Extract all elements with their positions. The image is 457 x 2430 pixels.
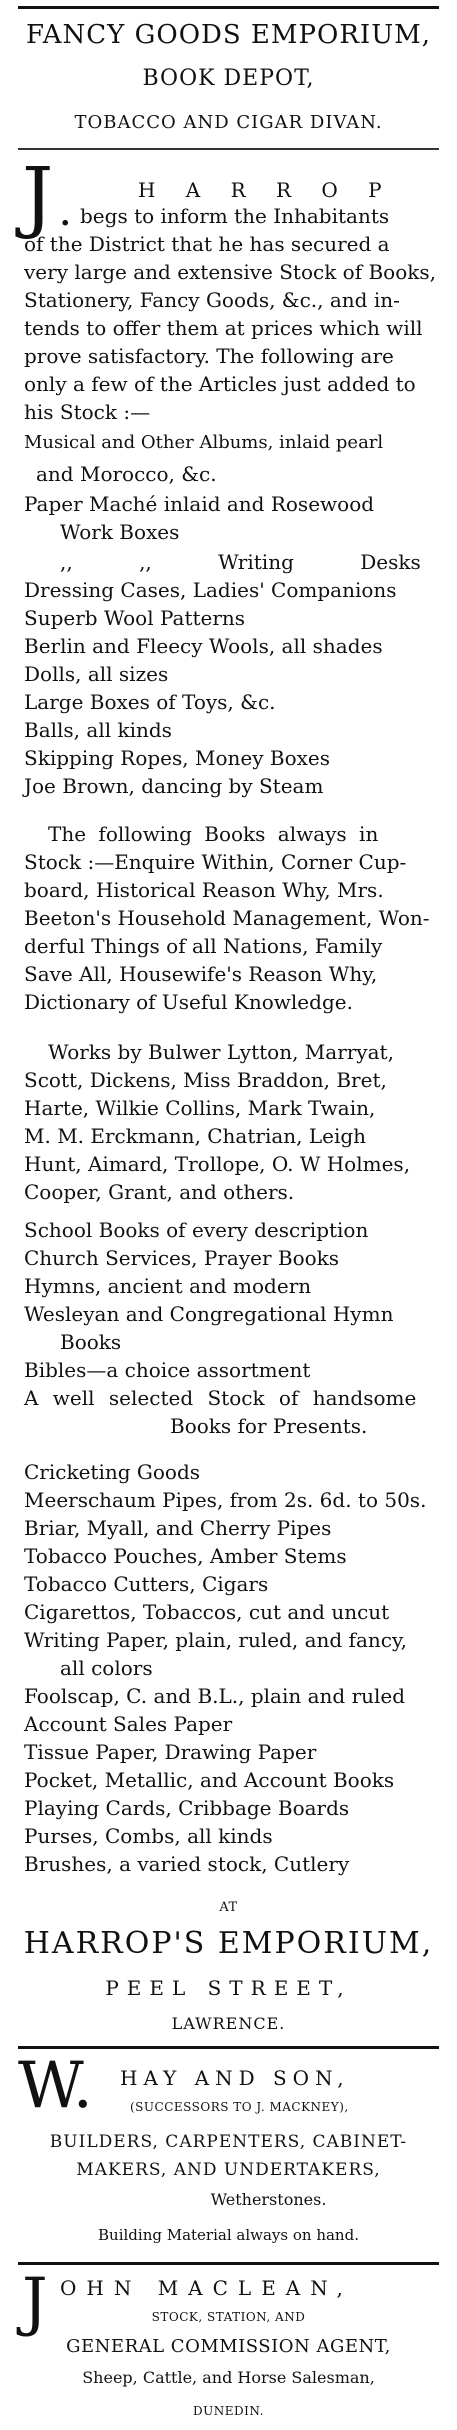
maclean-line: GENERAL COMMISSION AGENT, [66,2336,391,2357]
books-line: derful Things of all Nations, Family [24,934,383,958]
item: Large Boxes of Toys, &c. [24,690,276,714]
item: Briar, Myall, and Cherry Pipes [24,1516,332,1540]
intro-line: prove satisfactory. The following are [24,344,394,368]
dropcap-dot: . [60,198,71,233]
item: ,, ,, Writing Desks [60,550,421,574]
item: Church Services, Prayer Books [24,1246,340,1270]
emporium-name: HARROP'S EMPORIUM, [23,1926,434,1961]
item: School Books of every description [24,1218,369,1242]
emporium-title: FANCY GOODS EMPORIUM, [25,20,431,50]
hay-trades: MAKERS, AND UNDERTAKERS, [76,2160,381,2180]
works-line: Works by Bulwer Lytton, Marryat, [48,1040,394,1064]
item: Playing Cards, Cribbage Boards [24,1796,350,1820]
works-line: Cooper, Grant, and others. [24,1180,295,1204]
item: Wesleyan and Congregational Hymn [24,1302,394,1326]
item: Balls, all kinds [24,718,172,742]
drop-cap-w: W. [18,2049,93,2123]
books-line: Stock :—Enquire Within, Corner Cup- [24,850,407,874]
section-rule [18,2262,439,2265]
item: Paper Maché inlaid and Rosewood [24,492,375,516]
item: and Morocco, &c. [36,462,217,486]
maclean-line: DUNEDIN. [193,2404,264,2418]
item: Meerschaum Pipes, from 2s. 6d. to 50s. [24,1488,427,1512]
intro-line: tends to offer them at prices which will [24,316,423,340]
intro-line: of the District that he has secured a [24,232,390,256]
item: Dressing Cases, Ladies' Companions [24,578,397,602]
item: Pocket, Metallic, and Account Books [24,1768,395,1792]
item: Brushes, a varied stock, Cutlery [24,1852,350,1876]
divider [18,148,439,150]
intro-line: begs to inform the Inhabitants [80,204,390,228]
books-line: Save All, Housewife's Reason Why, [24,962,378,986]
hay-note: Building Material always on hand. [98,2226,359,2244]
item: Writing Paper, plain, ruled, and fancy, [24,1628,407,1652]
item: Tobacco Pouches, Amber Stems [24,1544,347,1568]
intro-line: very large and extensive Stock of Books, [24,260,436,284]
item: Books [60,1330,122,1354]
item: Berlin and Fleecy Wools, all shades [24,634,383,658]
works-line: Harte, Wilkie Collins, Mark Twain, [24,1096,376,1120]
harrop-name: H A R R O P [138,178,394,202]
maclean-line: STOCK, STATION, AND [151,2310,306,2324]
hay-successors: (SUCCESSORS TO J. MACKNEY), [130,2100,349,2114]
drop-cap-j2: J [22,2265,48,2339]
books-line: The following Books always in [48,822,379,846]
maclean-line: Sheep, Cattle, and Horse Salesman, [82,2368,375,2387]
item: Skipping Ropes, Money Boxes [24,746,330,770]
hay-place: Wetherstones. [210,2190,327,2209]
works-line: Hunt, Aimard, Trollope, O. W Holmes, [24,1152,411,1176]
maclean-name: OHN MACLEAN, [60,2276,353,2300]
town: LAWRENCE. [171,2014,286,2033]
item: Books for Presents. [170,1414,368,1438]
emporium-subtitle: BOOK DEPOT, [142,66,315,91]
books-line: board, Historical Reason Why, Mrs. [24,878,384,902]
item: Joe Brown, dancing by Steam [24,774,324,798]
intro-line: his Stock :— [24,400,151,424]
item: A well selected Stock of handsome [24,1386,417,1410]
books-line: Beeton's Household Management, Won- [24,906,430,930]
works-line: Scott, Dickens, Miss Braddon, Bret, [24,1068,387,1092]
item: Foolscap, C. and B.L., plain and ruled [24,1684,406,1708]
item: Hymns, ancient and modern [24,1274,312,1298]
item: Cigarettos, Tobaccos, cut and uncut [24,1600,390,1624]
drop-cap-j: J [22,152,54,242]
item: Superb Wool Patterns [24,606,246,630]
works-line: M. M. Erckmann, Chatrian, Leigh [24,1124,367,1148]
at-label: AT [219,1900,238,1915]
books-line: Dictionary of Useful Knowledge. [24,990,353,1014]
hay-name: HAY AND SON, [120,2066,350,2090]
item: Work Boxes [60,520,180,544]
item: Dolls, all sizes [24,662,169,686]
emporium-subtitle-2: TOBACCO AND CIGAR DIVAN. [74,112,383,133]
item: Purses, Combs, all kinds [24,1824,273,1848]
item: all colors [60,1656,153,1680]
hay-trades: BUILDERS, CARPENTERS, CABINET- [49,2132,408,2152]
item: Bibles—a choice assortment [24,1358,311,1382]
top-rule [18,6,439,9]
street: PEEL STREET, [105,1976,352,2000]
item: Musical and Other Albums, inlaid pearl [24,432,384,453]
item: Cricketing Goods [24,1460,201,1484]
intro-line: only a few of the Articles just added to [24,372,416,396]
item: Tobacco Cutters, Cigars [24,1572,269,1596]
intro-line: Stationery, Fancy Goods, &c., and in- [24,288,400,312]
item: Tissue Paper, Drawing Paper [24,1740,317,1764]
item: Account Sales Paper [24,1712,233,1736]
